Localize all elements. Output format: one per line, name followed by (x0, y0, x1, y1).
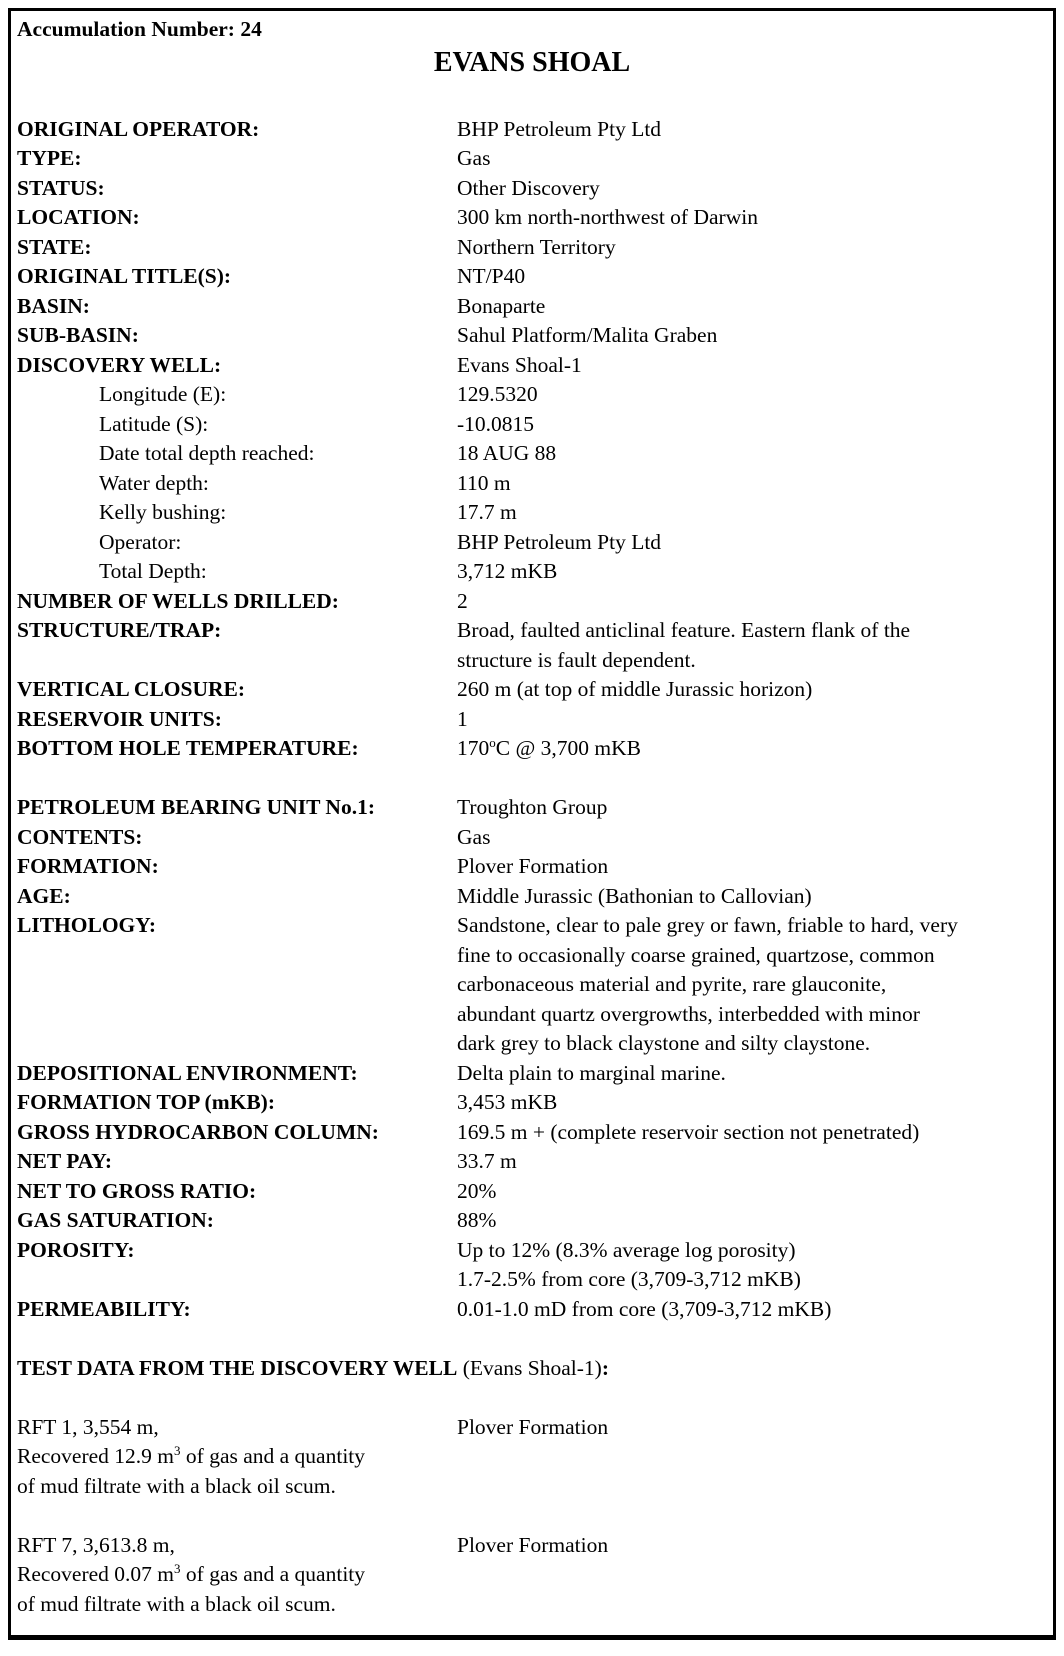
field-row (17, 823, 1047, 853)
field-row (17, 1147, 1047, 1177)
accumulation-number: Accumulation Number: 24 (17, 17, 262, 41)
value-line: Other Discovery (457, 175, 600, 200)
field-value (457, 1236, 1047, 1295)
field-row (17, 1088, 1047, 1118)
field-label: NUMBER OF WELLS DRILLED: (17, 588, 339, 613)
blank-line (17, 764, 1047, 794)
test-entry-description (17, 1531, 457, 1620)
field-row (17, 675, 1047, 705)
value-line: Gas (457, 824, 491, 849)
field-value (457, 469, 1047, 499)
field-row (17, 882, 1047, 912)
field-value (457, 262, 1047, 292)
field-row (17, 793, 1047, 823)
field-value (457, 793, 1047, 823)
value-line: Bonaparte (457, 293, 546, 318)
value-line: NT/P40 (457, 264, 526, 288)
value-line: 20% (457, 1178, 497, 1203)
field-row (17, 469, 1047, 499)
value-line: 170$^o$C @ 3,700 mKB (457, 735, 641, 760)
field-value (457, 1088, 1047, 1118)
field-value (457, 882, 1047, 912)
value-line: Troughton Group (457, 795, 608, 819)
field-label: Kelly bushing: (99, 500, 227, 524)
test-description-line: of mud filtrate with a black oil scum. (17, 1473, 336, 1498)
field-label: RESERVOIR UNITS: (17, 706, 222, 731)
test-data-section (17, 1413, 1047, 1620)
field-row (17, 380, 1047, 410)
field-label: AGE: (17, 883, 71, 908)
field-value (457, 675, 1047, 705)
field-value (457, 1206, 1047, 1236)
value-line: Evans Shoal-1 (457, 352, 582, 377)
field-label: Date total depth reached: (99, 441, 315, 465)
value-line: Northern Territory (457, 234, 616, 259)
field-label: BASIN: (17, 293, 90, 318)
value-line: 129.5320 (457, 382, 538, 406)
document-page (8, 8, 1056, 1640)
field-label: Operator: (99, 529, 182, 554)
value-line: 300 km north-northwest of Darwin (457, 205, 758, 229)
field-label: Water depth: (99, 470, 209, 495)
field-label: SUB-BASIN: (17, 323, 139, 347)
field-label: STATE: (17, 234, 92, 259)
value-line: Plover Formation (457, 854, 609, 878)
value-line: -10.0815 (457, 411, 535, 436)
field-value (457, 852, 1047, 882)
field-row (17, 321, 1047, 351)
field-value (457, 557, 1047, 587)
value-line: abundant quartz overgrowths, interbedded with minor (457, 1001, 920, 1026)
field-value (457, 528, 1047, 558)
field-value (457, 439, 1047, 469)
page-title: EVANS SHOAL (433, 46, 631, 78)
field-value (457, 144, 1047, 174)
value-line: 110 m (457, 470, 511, 495)
field-label: FORMATION: (17, 854, 159, 878)
value-line: Sandstone, clear to pale grey or fawn, friable to hard, very (457, 913, 958, 937)
field-label: GROSS HYDROCARBON COLUMN: (17, 1119, 379, 1144)
field-value (457, 823, 1047, 853)
field-row (17, 587, 1047, 617)
field-value (457, 1295, 1047, 1325)
field-label: STRUCTURE/TRAP: (17, 618, 222, 642)
field-label: TYPE: (17, 146, 82, 170)
value-line: 18 AUG 88 (457, 441, 557, 465)
field-value (457, 1118, 1047, 1148)
field-row (17, 1177, 1047, 1207)
field-value (457, 1147, 1047, 1177)
test-description-line: of mud filtrate with a black oil scum. (17, 1591, 336, 1616)
test-entry-formation (457, 1531, 1047, 1561)
test-description-line: Recovered 12.9 $m^3$ of gas and a quantity (17, 1443, 366, 1468)
field-value (457, 321, 1047, 351)
field-row (17, 705, 1047, 735)
value-line: 33.7 m (457, 1149, 517, 1173)
field-value (457, 498, 1047, 528)
field-label: NET TO GROSS RATIO: (17, 1178, 257, 1203)
field-row (17, 144, 1047, 174)
test-entry (17, 1531, 1047, 1620)
field-label: STATUS: (17, 175, 105, 200)
value-line: 2 (457, 588, 468, 613)
field-label: Total Depth: (99, 559, 207, 583)
field-row (17, 1206, 1047, 1236)
field-value (457, 203, 1047, 233)
field-value (457, 1177, 1047, 1207)
field-label: PERMEABILITY: (17, 1296, 191, 1321)
field-value (457, 911, 1047, 1059)
field-row (17, 1118, 1047, 1148)
value-line: Middle Jurassic (Bathonian to Callovian) (457, 883, 812, 908)
value-line: 1.7-2.5% from core (3,709-3,712 mKB) (457, 1267, 801, 1291)
field-row (17, 734, 1047, 764)
field-label: CONTENTS: (17, 824, 143, 849)
field-row (17, 410, 1047, 440)
value-line: structure is fault dependent. (457, 647, 696, 672)
test-description-line: RFT 7, 3,613.8 m, (17, 1532, 175, 1557)
field-row (17, 1059, 1047, 1089)
value-line: Sahul Platform/Malita Graben (457, 323, 718, 347)
field-label: DISCOVERY WELL: (17, 352, 222, 377)
field-row (17, 115, 1047, 145)
field-value (457, 233, 1047, 263)
value-line: 3,712 mKB (457, 559, 558, 583)
field-value (457, 587, 1047, 617)
field-row (17, 852, 1047, 882)
value-line: Delta plain to marginal marine. (457, 1060, 726, 1085)
field-label: DEPOSITIONAL ENVIRONMENT: (17, 1060, 358, 1085)
field-row (17, 616, 1047, 675)
field-value (457, 115, 1047, 145)
field-label: POROSITY: (17, 1237, 135, 1262)
field-value (457, 410, 1047, 440)
field-label: BOTTOM HOLE TEMPERATURE: (17, 736, 359, 760)
value-line: fine to occasionally coarse grained, quartzose, common (457, 942, 935, 967)
value-line: Up to 12% (8.3% average log porosity) (457, 1237, 796, 1262)
field-list (17, 115, 1047, 1325)
field-row (17, 292, 1047, 322)
field-row (17, 911, 1047, 1059)
field-row (17, 439, 1047, 469)
field-row (17, 351, 1047, 381)
value-line: 169.5 m + (complete reservoir section not penetrated) (457, 1119, 920, 1144)
field-value (457, 292, 1047, 322)
test-entry-description (17, 1413, 457, 1502)
field-row (17, 203, 1047, 233)
field-row (17, 233, 1047, 263)
field-row (17, 498, 1047, 528)
field-value (457, 734, 1047, 764)
field-value (457, 616, 1047, 675)
field-value (457, 705, 1047, 735)
value-line: Gas (457, 146, 491, 170)
field-label: GAS SATURATION: (17, 1208, 214, 1232)
blank-line (17, 1501, 1047, 1531)
value-line: Broad, faulted anticlinal feature. Eastern flank of the (457, 618, 911, 642)
test-entry-formation (457, 1413, 1047, 1443)
test-description-line: RFT 1, 3,554 m, (17, 1414, 159, 1439)
field-value (457, 380, 1047, 410)
field-label: VERTICAL CLOSURE: (17, 677, 246, 701)
field-label: ORIGINAL OPERATOR: (17, 116, 260, 141)
value-line: dark grey to black claystone and silty claystone. (457, 1031, 871, 1055)
value-line: 1 (457, 706, 468, 731)
field-label: NET PAY: (17, 1149, 112, 1173)
field-label: FORMATION TOP (mKB): (17, 1090, 275, 1114)
field-row (17, 528, 1047, 558)
field-label: LITHOLOGY: (17, 913, 156, 937)
field-label: Longitude (E): (99, 382, 227, 406)
field-row (17, 1295, 1047, 1325)
field-row (17, 557, 1047, 587)
field-label: LOCATION: (17, 205, 140, 229)
test-data-heading: TEST DATA FROM THE DISCOVERY WELL (Evans Shoal-1): (17, 1355, 609, 1380)
field-row (17, 174, 1047, 204)
test-description-line: Recovered 0.07 $m^3$ of gas and a quantity (17, 1561, 366, 1586)
field-value (457, 351, 1047, 381)
value-line: carbonaceous material and pyrite, rare glauconite, (457, 972, 887, 996)
value-line: BHP Petroleum Pty Ltd (457, 529, 662, 554)
value-line: 3,453 mKB (457, 1090, 558, 1114)
field-label: PETROLEUM BEARING UNIT No.1: (17, 795, 375, 819)
value-line: 0.01-1.0 mD from core (3,709-3,712 mKB) (457, 1296, 832, 1321)
field-value (457, 1059, 1047, 1089)
value-line: Plover Formation (457, 1532, 609, 1557)
field-value (457, 174, 1047, 204)
value-line: BHP Petroleum Pty Ltd (457, 116, 662, 141)
field-label: Latitude (S): (99, 411, 209, 436)
field-label: ORIGINAL TITLE(S): (17, 264, 232, 288)
field-row (17, 1236, 1047, 1295)
value-line: 260 m (at top of middle Jurassic horizon) (457, 677, 813, 701)
test-entry (17, 1413, 1047, 1502)
field-row (17, 262, 1047, 292)
section-gap (17, 1324, 1047, 1354)
section-gap (17, 1383, 1047, 1413)
value-line: Plover Formation (457, 1414, 609, 1439)
value-line: 17.7 m (457, 500, 517, 524)
value-line: 88% (457, 1208, 497, 1232)
